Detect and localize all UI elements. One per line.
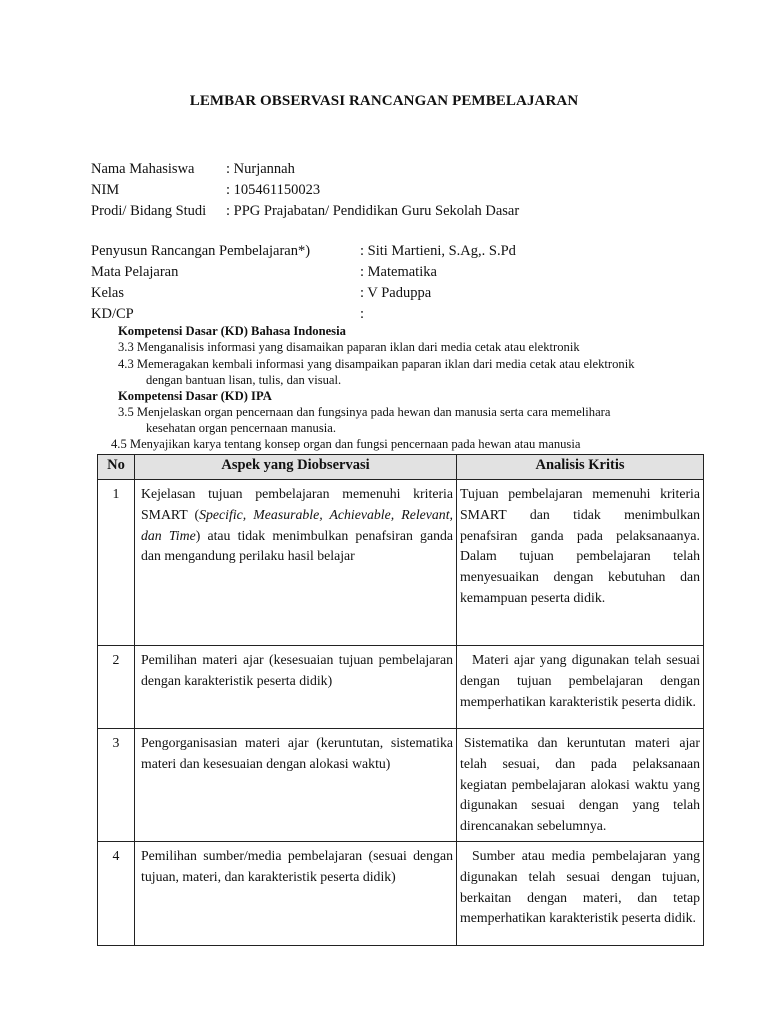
plan-class-value: : V Paduppa (360, 285, 432, 301)
row-aspek: Pemilihan materi ajar (kesesuaian tujuan pembelajaran dengan karakteristik peserta didik) (135, 646, 457, 729)
student-nim-value: : 105461150023 (226, 182, 321, 198)
row-aspek: Pemilihan sumber/media pembelajaran (sesuai dengan tujuan, materi, dan karakteristik peserta didik) (135, 841, 457, 945)
plan-subject-row (91, 262, 691, 282)
table-row (98, 480, 704, 646)
table-header-row (98, 455, 704, 480)
student-nim-label: NIM (91, 182, 120, 198)
student-name-value: : Nurjannah (226, 161, 295, 177)
student-prodi-row (91, 201, 691, 221)
kd-bi-4-3: 4.3 Memeragakan kembali informasi yang disampaikan paparan iklan dari media cetak atau elektronik (118, 357, 635, 371)
row-analisis: Tujuan pembelajaran memenuhi kriteria SMART dan tidak menimbulkan penafsiran ganda pada pelaksanaanya. Dalam tujuan pembelajaran telah menyesuaikan dengan kebutuhan dan kemampuan peserta didik. (457, 480, 704, 646)
kd-ipa-4-5: 4.5 Menyajikan karya tentang konsep organ dan fungsi pencernaan pada hewan atau manusia (111, 437, 581, 451)
row-aspek: Pengorganisasian materi ajar (keruntutan, sistematika materi dan kesesuaian dengan alokasi waktu) (135, 729, 457, 842)
kd-bahasa-indonesia-heading: Kompetensi Dasar (KD) Bahasa Indonesia (118, 324, 346, 338)
plan-class-label: Kelas (91, 285, 125, 301)
plan-kdcp-label: KD/CP (91, 306, 134, 322)
plan-author-value: : Siti Martieni, S.Ag,. S.Pd (360, 243, 516, 259)
row-number: 1 (98, 480, 135, 646)
plan-subject-label: Mata Pelajaran (91, 264, 179, 280)
observation-table (97, 454, 704, 946)
plan-subject-value: : Matematika (360, 264, 437, 280)
plan-kdcp-value: : (360, 306, 365, 322)
header-no: No (98, 455, 135, 480)
kd-ipa-3-5-continued: kesehatan organ pencernaan manusia. (146, 421, 336, 435)
row-analisis (457, 646, 704, 729)
aspek-smart-italic: Specific, Measurable, Achievable, Relevant, dan Time (141, 506, 453, 543)
row-analisis (457, 729, 704, 842)
student-name-label: Nama Mahasiswa (91, 161, 195, 177)
plan-author-label: Penyusun Rancangan Pembelajaran*) (91, 243, 311, 259)
plan-author-row (91, 241, 691, 261)
table-row (98, 646, 704, 729)
header-aspek: Aspek yang Diobservasi (135, 455, 457, 480)
aspek-text-end: ) atau tidak menimbulkan penafsiran ganda dan mengandung perilaku hasil belajar (141, 527, 453, 564)
student-name-row (91, 159, 691, 179)
page-title: LEMBAR OBSERVASI RANCANGAN PEMBELAJARAN (189, 93, 579, 109)
kd-ipa-3-5: 3.5 Menjelaskan organ pencernaan dan fungsinya pada hewan dan manusia serta cara memelihara (118, 405, 611, 419)
plan-class-row (91, 283, 691, 303)
plan-kdcp-row (91, 304, 691, 324)
analisis-text: Materi ajar yang digunakan telah sesuai dengan tujuan pembelajaran dengan memperhatikan karakteristik peserta didik. (460, 652, 700, 709)
row-number: 4 (98, 841, 135, 945)
row-analisis (457, 841, 704, 945)
row-number: 2 (98, 646, 135, 729)
analisis-text: Sistematika dan keruntutan materi ajar telah sesuai, dan pada pelaksanaan kegiatan pembelajaran alokasi waktu yang digunakan sesuai dengan yang telah direncanakan sebelumnya. (460, 735, 700, 834)
kd-bi-4-3-continued: dengan bantuan lisan, tulis, dan visual. (146, 373, 342, 387)
kd-bi-3-3: 3.3 Menganalisis informasi yang disamaikan paparan iklan dari media cetak atau elektronik (118, 340, 580, 354)
analisis-text: Sumber atau media pembelajaran yang digunakan telah sesuai dengan tujuan, berkaitan dengan materi, dan tetap memperhatikan karakteristik peserta didik. (460, 847, 700, 926)
kd-ipa-heading: Kompetensi Dasar (KD) IPA (118, 389, 272, 403)
student-nim-row (91, 180, 691, 200)
table-row (98, 729, 704, 842)
header-analisis: Analisis Kritis (457, 455, 704, 480)
student-prodi-label: Prodi/ Bidang Studi (91, 203, 207, 219)
row-aspek (135, 480, 457, 646)
aspek-text: Kejelasan tujuan pembelajaran memenuhi kriteria SMART ( (141, 486, 453, 522)
table-row (98, 841, 704, 945)
row-number: 3 (98, 729, 135, 842)
student-prodi-value: : PPG Prajabatan/ Pendidikan Guru Sekolah Dasar (226, 203, 520, 219)
